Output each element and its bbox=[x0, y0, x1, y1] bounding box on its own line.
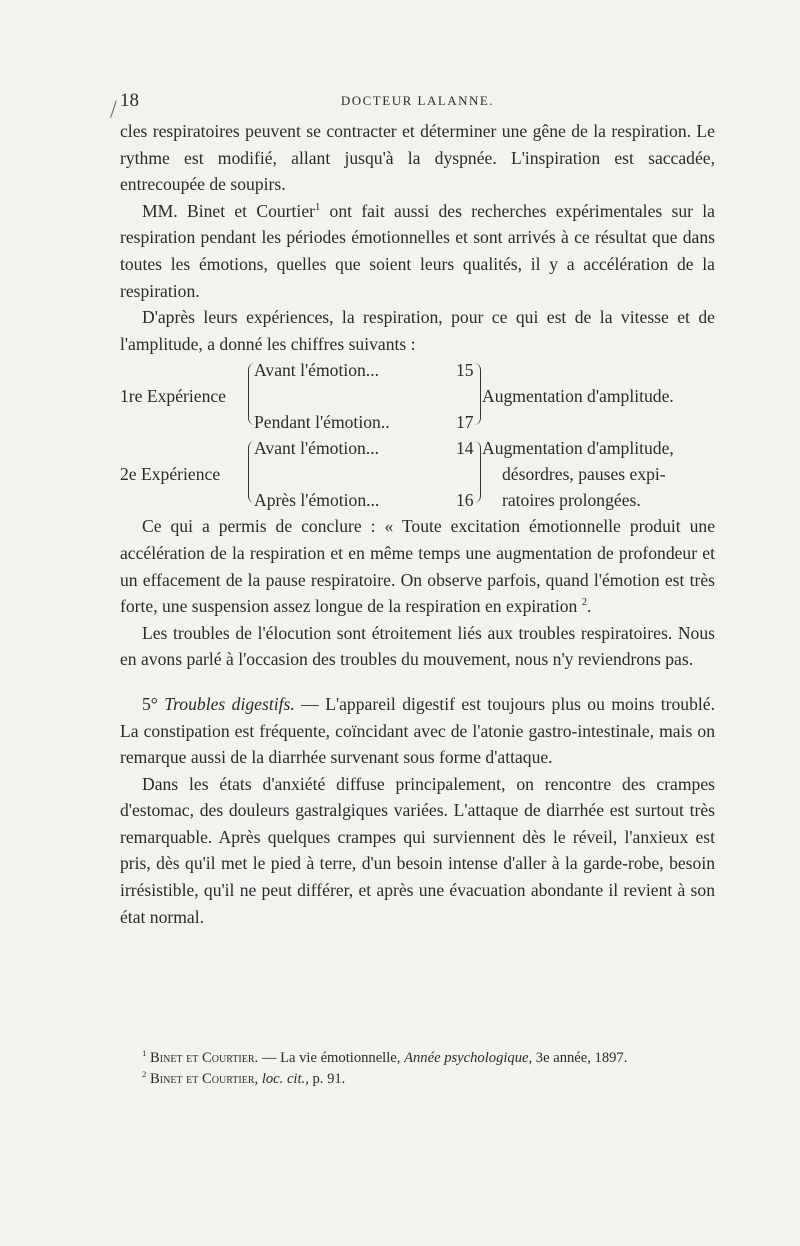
page-header bbox=[120, 90, 715, 114]
experiment-1 bbox=[120, 357, 715, 435]
footnotes bbox=[120, 1048, 715, 1090]
footnote-ref: 1 bbox=[314, 201, 321, 213]
experiment-label: 2e Expérience bbox=[120, 464, 221, 485]
row-label: Avant l'émotion... bbox=[254, 360, 380, 381]
row-value: 17 bbox=[456, 412, 474, 433]
section-title: Troubles digestifs. bbox=[164, 693, 295, 714]
paragraph: Ce qui a permis de conclure : « Toute excitation émotionnelle produit une accélération de la respiration et en même temps une augmentation de profondeur et un effacement de la pause respiratoire. On observe parfois, quand l'émotion est très forte, une suspension assez longue de la respiration en expiration $^2$. bbox=[120, 516, 715, 617]
result-text: ratoires prolongées. bbox=[502, 490, 641, 511]
row-label: Avant l'émotion... bbox=[254, 438, 380, 459]
experiment-label: 1re Expérience bbox=[120, 386, 226, 407]
footnote-authors: Binet et Courtier, bbox=[150, 1071, 259, 1087]
footnote-ref: 2 bbox=[581, 597, 587, 609]
footnote-2: $^2$ Binet et Courtier, loc. cit., p. 91. bbox=[142, 1069, 346, 1087]
row-value: 14 bbox=[456, 438, 474, 459]
page-number: 18 bbox=[120, 90, 139, 111]
running-head: DOCTEUR LALANNE. bbox=[340, 93, 495, 108]
result-text: Augmentation d'amplitude, bbox=[482, 438, 674, 459]
row-label: Après l'émotion... bbox=[254, 490, 380, 511]
row-value: 15 bbox=[456, 360, 474, 381]
footnote-authors: Binet et Courtier. bbox=[150, 1050, 259, 1066]
stray-mark bbox=[110, 100, 117, 117]
right-brace bbox=[474, 363, 481, 425]
paragraph: MM. Binet et Courtier$^1$ ont fait aussi des recherches expérimentales sur la respiration pendant les périodes émotionnelles et sont arrivés à ce résultat que dans toutes les émotions, quelles que soient leurs qualités, il y a accélération de la respiration. bbox=[120, 200, 715, 301]
paragraph: cles respiratoires peuvent se contracter et déterminer une gêne de la respiration. Le rythme est modifié, allant jusqu'à la dyspnée. L'inspiration est saccadée, entrecoupée de soupirs. bbox=[120, 121, 715, 195]
body-text bbox=[120, 118, 715, 930]
paragraph: Dans les états d'anxiété diffuse principalement, on rencontre des crampes d'estomac, des douleurs gastralgiques variées. L'attaque de diarrhée est surtout très remarquable. Après quelques crampes qui surviennent dès le réveil, l'anxieux est pris, dès qu'il met le pied à terre, d'un besoin intense d'aller à la garde-robe, besoin irrésistible, qu'il ne peut différer, et après une évacuation abondante il revient à son état normal. bbox=[120, 773, 715, 927]
footnote-1: $^1$ Binet et Courtier. — La vie émotionnelle, Année psychologique, 3e année, 1897. bbox=[142, 1048, 628, 1066]
section-paragraph: 5° Troubles digestifs. — L'appareil digestif est toujours plus ou moins troublé. La constipation est fréquente, coïncidant avec de l'atonie gastro-intestinale, mais on remarque aussi de la diarrhée survenant sous forme d'attaque. bbox=[120, 693, 715, 768]
section-number: 5° bbox=[142, 693, 158, 714]
journal-title: Année psychologique, bbox=[404, 1050, 533, 1066]
experiment-2 bbox=[120, 435, 715, 513]
result-text: Augmentation d'amplitude. bbox=[482, 386, 674, 407]
row-value: 16 bbox=[456, 490, 474, 511]
citation: loc. cit., bbox=[261, 1071, 309, 1087]
result-text: désordres, pauses expi- bbox=[502, 464, 666, 485]
row-label: Pendant l'émotion.. bbox=[254, 412, 390, 433]
paragraph: D'après leurs expériences, la respiration, pour ce qui est de la vitesse et de l'amplitude, a donné les chiffres suivants : bbox=[120, 307, 715, 354]
right-brace bbox=[474, 441, 481, 503]
paragraph: Les troubles de l'élocution sont étroitement liés aux troubles respiratoires. Nous en avons parlé à l'occasion des troubles du mouvement, nous n'y reviendrons pas. bbox=[120, 622, 715, 670]
